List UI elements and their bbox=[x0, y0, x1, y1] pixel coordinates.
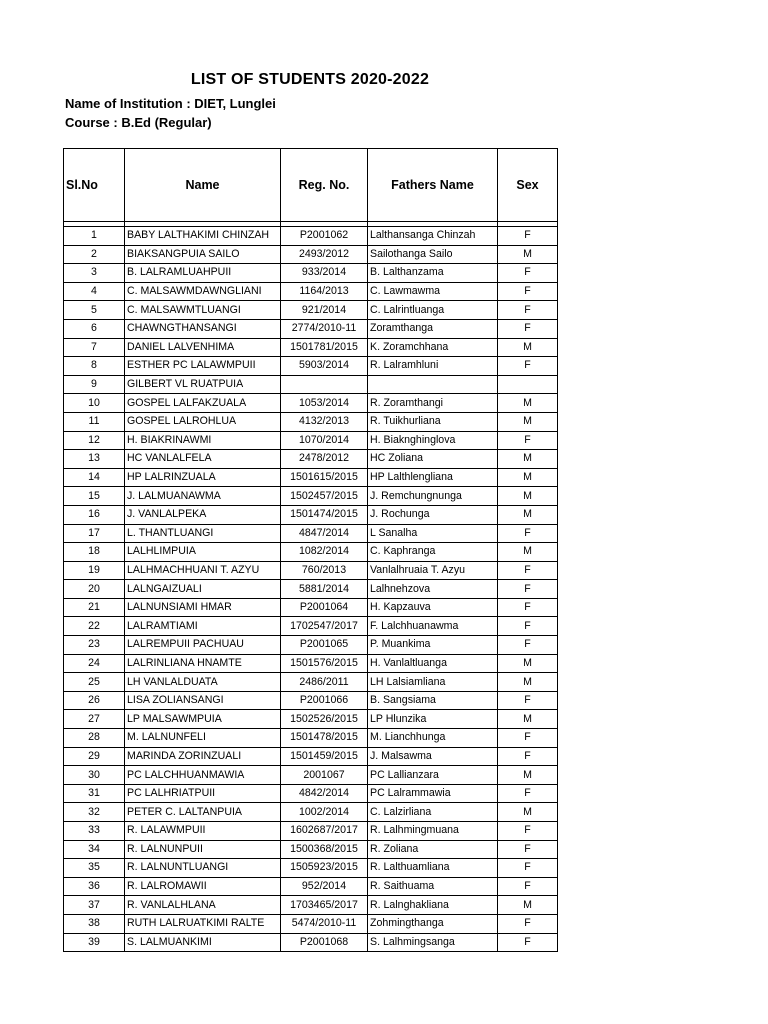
cell-name: DANIEL LALVENHIMA bbox=[125, 338, 281, 357]
cell-reg-no: 1501781/2015 bbox=[281, 338, 368, 357]
cell-sl-no: 17 bbox=[64, 524, 125, 543]
cell-sl-no: 33 bbox=[64, 822, 125, 841]
cell-reg-no: P2001064 bbox=[281, 598, 368, 617]
cell-reg-no: 2478/2012 bbox=[281, 450, 368, 469]
cell-reg-no: 1501459/2015 bbox=[281, 747, 368, 766]
cell-fathers-name: PC Lallianzara bbox=[368, 766, 498, 785]
cell-fathers-name bbox=[368, 375, 498, 394]
cell-reg-no: 1502526/2015 bbox=[281, 710, 368, 729]
table-row bbox=[64, 617, 558, 636]
cell-sl-no: 27 bbox=[64, 710, 125, 729]
cell-name: J. VANLALPEKA bbox=[125, 505, 281, 524]
cell-sex: M bbox=[498, 654, 558, 673]
table-row bbox=[64, 431, 558, 450]
cell-name: R. LALAWMPUII bbox=[125, 822, 281, 841]
table-row bbox=[64, 301, 558, 320]
cell-sl-no: 29 bbox=[64, 747, 125, 766]
cell-sex: M bbox=[498, 673, 558, 692]
table-row bbox=[64, 747, 558, 766]
cell-name: RUTH LALRUATKIMI RALTE bbox=[125, 914, 281, 933]
cell-reg-no: 1082/2014 bbox=[281, 543, 368, 562]
table-row bbox=[64, 580, 558, 599]
cell-sex: M bbox=[498, 505, 558, 524]
table-row bbox=[64, 933, 558, 952]
cell-reg-no: 1002/2014 bbox=[281, 803, 368, 822]
cell-reg-no: 1501474/2015 bbox=[281, 505, 368, 524]
cell-sl-no: 23 bbox=[64, 636, 125, 655]
cell-reg-no: 1501615/2015 bbox=[281, 468, 368, 487]
table-row bbox=[64, 487, 558, 506]
table-row bbox=[64, 803, 558, 822]
table-row bbox=[64, 822, 558, 841]
cell-name: S. LALMUANKIMI bbox=[125, 933, 281, 952]
cell-fathers-name: C. Lawmawma bbox=[368, 282, 498, 301]
cell-sex: F bbox=[498, 840, 558, 859]
cell-reg-no: 5903/2014 bbox=[281, 357, 368, 376]
cell-name: L. THANTLUANGI bbox=[125, 524, 281, 543]
cell-reg-no: 1053/2014 bbox=[281, 394, 368, 413]
cell-name: R. LALROMAWII bbox=[125, 877, 281, 896]
cell-fathers-name: C. Lalrintluanga bbox=[368, 301, 498, 320]
cell-sex: M bbox=[498, 803, 558, 822]
cell-sex: F bbox=[498, 431, 558, 450]
cell-fathers-name: Sailothanga Sailo bbox=[368, 245, 498, 264]
cell-fathers-name: B. Sangsiama bbox=[368, 691, 498, 710]
cell-reg-no: 2486/2011 bbox=[281, 673, 368, 692]
cell-reg-no: 1501576/2015 bbox=[281, 654, 368, 673]
cell-reg-no: 1502457/2015 bbox=[281, 487, 368, 506]
cell-name: PETER C. LALTANPUIA bbox=[125, 803, 281, 822]
cell-sex: M bbox=[498, 710, 558, 729]
table-row bbox=[64, 375, 558, 394]
cell-name: LALHMACHHUANI T. AZYU bbox=[125, 561, 281, 580]
cell-name: BIAKSANGPUIA SAILO bbox=[125, 245, 281, 264]
table-body bbox=[64, 222, 558, 952]
cell-reg-no: 933/2014 bbox=[281, 264, 368, 283]
cell-reg-no: 1500368/2015 bbox=[281, 840, 368, 859]
cell-fathers-name: Zoramthanga bbox=[368, 319, 498, 338]
cell-sl-no: 31 bbox=[64, 784, 125, 803]
table-row bbox=[64, 412, 558, 431]
students-table bbox=[63, 148, 558, 952]
cell-sl-no: 24 bbox=[64, 654, 125, 673]
table-row bbox=[64, 245, 558, 264]
table-row bbox=[64, 840, 558, 859]
cell-reg-no: 1602687/2017 bbox=[281, 822, 368, 841]
table-row bbox=[64, 636, 558, 655]
cell-sl-no: 38 bbox=[64, 914, 125, 933]
cell-fathers-name: C. Kaphranga bbox=[368, 543, 498, 562]
table-row bbox=[64, 710, 558, 729]
cell-sex: F bbox=[498, 524, 558, 543]
cell-name: CHAWNGTHANSANGI bbox=[125, 319, 281, 338]
cell-reg-no: 1702547/2017 bbox=[281, 617, 368, 636]
table-row bbox=[64, 673, 558, 692]
cell-name: LALNGAIZUALI bbox=[125, 580, 281, 599]
cell-fathers-name: R. Lalnghakliana bbox=[368, 896, 498, 915]
cell-name: PC LALHRIATPUII bbox=[125, 784, 281, 803]
cell-fathers-name: Lalthansanga Chinzah bbox=[368, 227, 498, 246]
cell-sl-no: 20 bbox=[64, 580, 125, 599]
cell-reg-no: P2001068 bbox=[281, 933, 368, 952]
table-row bbox=[64, 859, 558, 878]
cell-fathers-name: L Sanalha bbox=[368, 524, 498, 543]
cell-reg-no: 2493/2012 bbox=[281, 245, 368, 264]
table-row bbox=[64, 524, 558, 543]
cell-reg-no: 1703465/2017 bbox=[281, 896, 368, 915]
cell-fathers-name: LP Hlunzika bbox=[368, 710, 498, 729]
cell-sl-no: 37 bbox=[64, 896, 125, 915]
table-row bbox=[64, 543, 558, 562]
table-header-row bbox=[64, 149, 558, 222]
cell-sex: F bbox=[498, 747, 558, 766]
cell-sex: F bbox=[498, 933, 558, 952]
cell-sl-no: 3 bbox=[64, 264, 125, 283]
cell-name: C. MALSAWMTLUANGI bbox=[125, 301, 281, 320]
cell-sl-no: 11 bbox=[64, 412, 125, 431]
cell-fathers-name: R. Zoliana bbox=[368, 840, 498, 859]
cell-sl-no: 5 bbox=[64, 301, 125, 320]
table-row bbox=[64, 896, 558, 915]
cell-reg-no: 5881/2014 bbox=[281, 580, 368, 599]
cell-sex: F bbox=[498, 617, 558, 636]
cell-reg-no: 1070/2014 bbox=[281, 431, 368, 450]
cell-sex: F bbox=[498, 877, 558, 896]
table-row bbox=[64, 338, 558, 357]
cell-fathers-name: S. Lalhmingsanga bbox=[368, 933, 498, 952]
cell-fathers-name: F. Lalchhuanawma bbox=[368, 617, 498, 636]
cell-sex: F bbox=[498, 914, 558, 933]
cell-sex: F bbox=[498, 357, 558, 376]
cell-fathers-name: HC Zoliana bbox=[368, 450, 498, 469]
cell-name: LISA ZOLIANSANGI bbox=[125, 691, 281, 710]
cell-sex: M bbox=[498, 468, 558, 487]
cell-fathers-name: R. Zoramthangi bbox=[368, 394, 498, 413]
cell-sl-no: 7 bbox=[64, 338, 125, 357]
cell-name: PC LALCHHUANMAWIA bbox=[125, 766, 281, 785]
document-title: LIST OF STUDENTS 2020-2022 bbox=[190, 71, 430, 88]
cell-sl-no: 13 bbox=[64, 450, 125, 469]
table-row bbox=[64, 729, 558, 748]
cell-sl-no: 36 bbox=[64, 877, 125, 896]
cell-sl-no: 25 bbox=[64, 673, 125, 692]
cell-sex: M bbox=[498, 338, 558, 357]
cell-name: R. VANLALHLANA bbox=[125, 896, 281, 915]
table-row bbox=[64, 319, 558, 338]
cell-sex: F bbox=[498, 319, 558, 338]
cell-name: R. LALNUNTLUANGI bbox=[125, 859, 281, 878]
cell-reg-no: P2001065 bbox=[281, 636, 368, 655]
table-row bbox=[64, 877, 558, 896]
table-row bbox=[64, 468, 558, 487]
cell-sl-no: 28 bbox=[64, 729, 125, 748]
cell-name: B. LALRAMLUAHPUII bbox=[125, 264, 281, 283]
table-row bbox=[64, 357, 558, 376]
cell-reg-no: 952/2014 bbox=[281, 877, 368, 896]
cell-sex: M bbox=[498, 450, 558, 469]
cell-sl-no: 19 bbox=[64, 561, 125, 580]
cell-name: R. LALNUNPUII bbox=[125, 840, 281, 859]
cell-reg-no: 2774/2010-11 bbox=[281, 319, 368, 338]
cell-reg-no: 1501478/2015 bbox=[281, 729, 368, 748]
table-row bbox=[64, 264, 558, 283]
table-row bbox=[64, 394, 558, 413]
cell-fathers-name: Lalhnehzova bbox=[368, 580, 498, 599]
cell-fathers-name: Zohmingthanga bbox=[368, 914, 498, 933]
cell-sl-no: 9 bbox=[64, 375, 125, 394]
table-row bbox=[64, 227, 558, 246]
cell-sex: F bbox=[498, 598, 558, 617]
cell-sl-no: 30 bbox=[64, 766, 125, 785]
cell-sl-no: 15 bbox=[64, 487, 125, 506]
cell-fathers-name: R. Saithuama bbox=[368, 877, 498, 896]
cell-sex: M bbox=[498, 245, 558, 264]
cell-sex: F bbox=[498, 282, 558, 301]
cell-reg-no bbox=[281, 375, 368, 394]
cell-name: HP LALRINZUALA bbox=[125, 468, 281, 487]
cell-sex: F bbox=[498, 580, 558, 599]
cell-reg-no: 4842/2014 bbox=[281, 784, 368, 803]
table-row bbox=[64, 561, 558, 580]
cell-sex: M bbox=[498, 487, 558, 506]
cell-reg-no: P2001066 bbox=[281, 691, 368, 710]
cell-sl-no: 26 bbox=[64, 691, 125, 710]
cell-sl-no: 39 bbox=[64, 933, 125, 952]
table-row bbox=[64, 766, 558, 785]
cell-sl-no: 6 bbox=[64, 319, 125, 338]
cell-fathers-name: H. Biaknghinglova bbox=[368, 431, 498, 450]
cell-fathers-name: J. Malsawma bbox=[368, 747, 498, 766]
cell-name: GILBERT VL RUATPUIA bbox=[125, 375, 281, 394]
cell-fathers-name: P. Muankima bbox=[368, 636, 498, 655]
table-row bbox=[64, 282, 558, 301]
course-line: Course : B.Ed (Regular) bbox=[65, 115, 212, 130]
cell-sl-no: 34 bbox=[64, 840, 125, 859]
cell-sex: F bbox=[498, 636, 558, 655]
cell-sex: M bbox=[498, 543, 558, 562]
cell-name: LALHLIMPUIA bbox=[125, 543, 281, 562]
cell-fathers-name: C. Lalzirliana bbox=[368, 803, 498, 822]
cell-name: LALNUNSIAMI HMAR bbox=[125, 598, 281, 617]
cell-name: LALRAMTIAMI bbox=[125, 617, 281, 636]
cell-name: LH VANLALDUATA bbox=[125, 673, 281, 692]
cell-sex: F bbox=[498, 561, 558, 580]
cell-name: M. LALNUNFELI bbox=[125, 729, 281, 748]
cell-sl-no: 18 bbox=[64, 543, 125, 562]
table-row bbox=[64, 598, 558, 617]
cell-fathers-name: H. Vanlaltluanga bbox=[368, 654, 498, 673]
cell-name: C. MALSAWMDAWNGLIANI bbox=[125, 282, 281, 301]
cell-sex: F bbox=[498, 301, 558, 320]
cell-sex: M bbox=[498, 394, 558, 413]
cell-name: BABY LALTHAKIMI CHINZAH bbox=[125, 227, 281, 246]
cell-name: J. LALMUANAWMA bbox=[125, 487, 281, 506]
cell-name: LALREMPUII PACHUAU bbox=[125, 636, 281, 655]
cell-sl-no: 12 bbox=[64, 431, 125, 450]
cell-sl-no: 16 bbox=[64, 505, 125, 524]
table-row bbox=[64, 784, 558, 803]
table-row bbox=[64, 450, 558, 469]
cell-fathers-name: Vanlalhruaia T. Azyu bbox=[368, 561, 498, 580]
cell-sl-no: 8 bbox=[64, 357, 125, 376]
cell-fathers-name: R. Lalramhluni bbox=[368, 357, 498, 376]
cell-fathers-name: J. Rochunga bbox=[368, 505, 498, 524]
cell-sl-no: 2 bbox=[64, 245, 125, 264]
cell-fathers-name: H. Kapzauva bbox=[368, 598, 498, 617]
cell-name: MARINDA ZORINZUALI bbox=[125, 747, 281, 766]
cell-sl-no: 22 bbox=[64, 617, 125, 636]
header-fathers-name: Fathers Name bbox=[368, 149, 498, 222]
cell-sex: F bbox=[498, 264, 558, 283]
header-name: Name bbox=[125, 149, 281, 222]
cell-fathers-name: R. Lalhmingmuana bbox=[368, 822, 498, 841]
table-row bbox=[64, 505, 558, 524]
cell-reg-no: P2001062 bbox=[281, 227, 368, 246]
cell-reg-no: 921/2014 bbox=[281, 301, 368, 320]
cell-reg-no: 4132/2013 bbox=[281, 412, 368, 431]
table-row bbox=[64, 914, 558, 933]
cell-sl-no: 1 bbox=[64, 227, 125, 246]
cell-name: LP MALSAWMPUIA bbox=[125, 710, 281, 729]
cell-sex: F bbox=[498, 784, 558, 803]
cell-fathers-name: R. Lalthuamliana bbox=[368, 859, 498, 878]
cell-sex: F bbox=[498, 227, 558, 246]
cell-sl-no: 10 bbox=[64, 394, 125, 413]
cell-sl-no: 4 bbox=[64, 282, 125, 301]
cell-fathers-name: PC Lalrammawia bbox=[368, 784, 498, 803]
header-sl-no: Sl.No bbox=[64, 149, 125, 222]
table-row bbox=[64, 654, 558, 673]
cell-sl-no: 32 bbox=[64, 803, 125, 822]
cell-name: GOSPEL LALROHLUA bbox=[125, 412, 281, 431]
cell-sl-no: 21 bbox=[64, 598, 125, 617]
cell-fathers-name: LH Lalsiamliana bbox=[368, 673, 498, 692]
cell-reg-no: 5474/2010-11 bbox=[281, 914, 368, 933]
cell-name: GOSPEL LALFAKZUALA bbox=[125, 394, 281, 413]
cell-sl-no: 35 bbox=[64, 859, 125, 878]
cell-name: LALRINLIANA HNAMTE bbox=[125, 654, 281, 673]
cell-name: ESTHER PC LALAWMPUII bbox=[125, 357, 281, 376]
cell-name: HC VANLALFELA bbox=[125, 450, 281, 469]
table-row bbox=[64, 691, 558, 710]
header-sex: Sex bbox=[498, 149, 558, 222]
cell-sex: M bbox=[498, 412, 558, 431]
cell-reg-no: 4847/2014 bbox=[281, 524, 368, 543]
cell-sex: F bbox=[498, 822, 558, 841]
cell-sex: F bbox=[498, 859, 558, 878]
header-reg-no: Reg. No. bbox=[281, 149, 368, 222]
cell-fathers-name: B. Lalthanzama bbox=[368, 264, 498, 283]
cell-fathers-name: M. Lianchhunga bbox=[368, 729, 498, 748]
institution-line: Name of Institution : DIET, Lunglei bbox=[65, 96, 276, 111]
cell-sex bbox=[498, 375, 558, 394]
cell-sl-no: 14 bbox=[64, 468, 125, 487]
cell-fathers-name: J. Remchungnunga bbox=[368, 487, 498, 506]
cell-reg-no: 1164/2013 bbox=[281, 282, 368, 301]
cell-fathers-name: K. Zoramchhana bbox=[368, 338, 498, 357]
cell-reg-no: 760/2013 bbox=[281, 561, 368, 580]
cell-fathers-name: HP Lalthlengliana bbox=[368, 468, 498, 487]
cell-name: H. BIAKRINAWMI bbox=[125, 431, 281, 450]
cell-sex: F bbox=[498, 691, 558, 710]
cell-reg-no: 1505923/2015 bbox=[281, 859, 368, 878]
cell-sex: M bbox=[498, 766, 558, 785]
cell-sex: F bbox=[498, 729, 558, 748]
cell-sex: M bbox=[498, 896, 558, 915]
cell-fathers-name: R. Tuikhurliana bbox=[368, 412, 498, 431]
cell-reg-no: 2001067 bbox=[281, 766, 368, 785]
